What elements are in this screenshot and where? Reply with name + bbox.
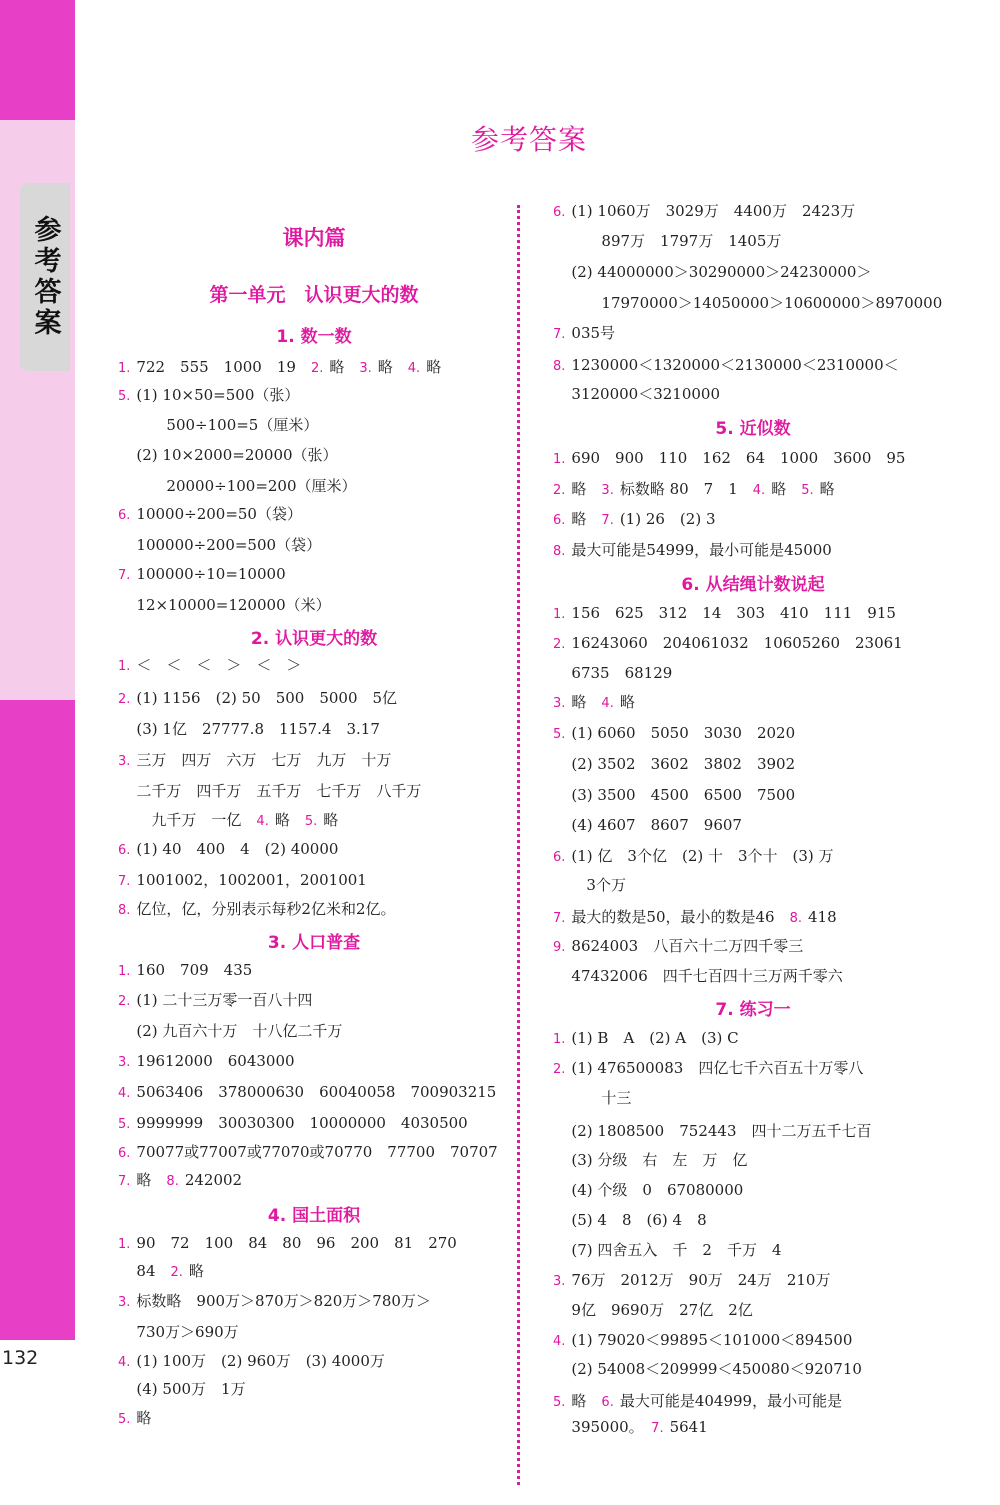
answer-text: 242002 <box>184 1171 243 1189</box>
answer-text: (1) B A (2) A (3) C <box>571 1029 739 1047</box>
question-number: 8. <box>166 1174 179 1189</box>
answer-text: (4) 500万 1万 <box>136 1380 246 1398</box>
answer-text: (1) 100万 (2) 960万 (3) 4000万 <box>136 1352 385 1370</box>
answer-row <box>118 1261 204 1283</box>
answer-text: 76万 2012万 90万 24万 210万 <box>571 1271 831 1289</box>
answer-text: (2) 1808500 752443 四十二万五千七百 <box>571 1122 872 1140</box>
question-number: 6. <box>118 1146 131 1161</box>
answer-row <box>118 1233 457 1255</box>
answer-text: 6735 68129 <box>571 664 673 682</box>
question-number: 6. <box>553 205 566 220</box>
question-number: 4. <box>118 1086 131 1101</box>
page-number: 132 <box>2 1347 39 1369</box>
answer-row <box>553 448 905 470</box>
section-title: 2. 认识更大的数 <box>250 629 378 649</box>
question-number: 6. <box>118 843 131 858</box>
answer-row <box>553 201 855 223</box>
question-number: 4. <box>601 696 614 711</box>
question-number: 6. <box>118 508 131 523</box>
question-number: 1. <box>553 1032 566 1047</box>
answer-row <box>118 1291 431 1313</box>
unit-title: 第一单元 认识更大的数 <box>209 284 419 306</box>
answer-text: 418 <box>808 908 837 926</box>
answer-text: 16243060 204061032 10605260 23061 <box>571 634 903 652</box>
question-number: 3. <box>601 483 614 498</box>
answer-text: 略 <box>619 693 635 711</box>
answer-text: 略 <box>377 358 408 376</box>
question-number: 2. <box>553 1062 566 1077</box>
question-number: 1. <box>118 361 131 376</box>
answer-text: (3) 1亿 27777.8 1157.4 3.17 <box>136 720 380 738</box>
answer-row <box>553 384 720 406</box>
page-title: 参考答案 <box>471 123 588 156</box>
answer-row <box>118 839 338 861</box>
question-number: 7. <box>601 513 614 528</box>
answer-row <box>118 445 338 467</box>
answer-text: (1) 二十三万零一百八十四 <box>136 991 313 1009</box>
answer-text: 亿位，亿，分别表示每秒2亿米和2亿。 <box>136 900 396 918</box>
answer-text: (1) 26 (2) 3 <box>619 510 716 528</box>
answer-row <box>118 870 367 892</box>
answer-text: 730万＞690万 <box>136 1323 239 1341</box>
answer-text: (3) 3500 4500 6500 7500 <box>571 786 796 804</box>
answer-text: (1) 10×50=500（张） <box>136 386 300 404</box>
answer-row <box>118 781 421 803</box>
question-number: 8. <box>118 903 131 918</box>
section-title: 1. 数一数 <box>276 327 352 347</box>
answer-text: 略 <box>136 1171 167 1189</box>
answer-text: (1) 40 400 4 (2) 40000 <box>136 840 339 858</box>
question-number: 8. <box>789 911 802 926</box>
question-number: 2. <box>553 483 566 498</box>
answer-row <box>553 1180 743 1202</box>
answer-row <box>118 504 302 526</box>
answer-row <box>553 1359 862 1381</box>
answer-row <box>553 936 803 958</box>
question-number: 2. <box>170 1265 183 1280</box>
answer-row <box>118 719 380 741</box>
answer-text: (2) 3502 3602 3802 3902 <box>571 755 796 773</box>
column-divider <box>517 205 520 1485</box>
answer-row <box>118 1113 468 1135</box>
answer-text: (3) 分级 右 左 万 亿 <box>571 1151 748 1169</box>
question-number: 7. <box>118 874 131 889</box>
answer-row <box>553 262 871 284</box>
question-number: 5. <box>304 814 318 829</box>
section-title: 3. 人口普查 <box>267 933 361 953</box>
answer-text: (2) 54008＜209999＜450080＜920710 <box>571 1360 862 1378</box>
answer-text: 十三 <box>571 1089 632 1107</box>
answer-text: 1001002，1002001，2001001 <box>136 871 367 889</box>
question-number: 3. <box>553 696 566 711</box>
answer-row <box>118 1351 385 1373</box>
answer-row <box>553 875 626 897</box>
answer-row <box>118 1322 239 1344</box>
answer-text: (4) 4607 8607 9607 <box>571 816 742 834</box>
answer-text: 略 <box>323 811 339 829</box>
answer-row <box>118 960 252 982</box>
answer-text: 500÷100=5（厘米） <box>136 416 319 434</box>
answer-text: 略 <box>771 480 802 498</box>
question-number: 8. <box>553 359 566 374</box>
answer-text: 略 <box>426 358 442 376</box>
answer-text: 90 72 100 84 80 96 200 81 270 <box>136 1234 457 1252</box>
side-tab-label: 参考答案 <box>29 215 61 339</box>
answer-text: 70077或77007或77070或70770 77700 70707 <box>136 1143 498 1161</box>
question-number: 9. <box>553 940 566 955</box>
answer-text: 最大可能是54999，最小可能是45000 <box>571 541 832 559</box>
question-number: 2. <box>553 637 566 652</box>
answer-row <box>553 966 843 988</box>
question-number: 2. <box>310 361 324 376</box>
answer-row <box>118 1170 242 1192</box>
answer-text: 1230000＜1320000＜2130000＜2310000＜ <box>571 356 899 374</box>
answer-row <box>553 509 716 531</box>
answer-row <box>553 540 832 562</box>
question-number: 7. <box>118 568 131 583</box>
answer-text: 395000。 <box>571 1418 652 1436</box>
answer-text: ＜ ＜ ＜ ＞ ＜ ＞ <box>136 656 302 674</box>
answer-text: 略 <box>188 1262 204 1280</box>
answer-text: 160 709 435 <box>136 961 253 979</box>
answer-row <box>118 1408 151 1430</box>
question-number: 1. <box>553 452 566 467</box>
question-number: 7. <box>553 327 566 342</box>
question-number: 6. <box>553 850 566 865</box>
answer-text: 47432006 四千七百四十三万两千零六 <box>571 967 843 985</box>
question-number: 1. <box>118 964 131 979</box>
answer-row <box>118 810 338 832</box>
question-number: 3. <box>553 1274 566 1289</box>
question-number: 2. <box>118 692 131 707</box>
answer-row <box>553 293 942 315</box>
question-number: 1. <box>118 659 131 674</box>
answer-row <box>553 1391 842 1413</box>
question-number: 4. <box>118 1355 131 1370</box>
answer-text: 略 <box>571 510 602 528</box>
answer-text: 最大的数是50，最小的数是46 <box>571 908 790 926</box>
side-band-top <box>0 0 75 120</box>
question-number: 5. <box>118 1412 131 1427</box>
answer-row <box>553 1028 739 1050</box>
answer-row <box>553 323 615 345</box>
answer-row <box>118 1051 295 1073</box>
side-tab <box>20 183 70 371</box>
answer-row <box>118 1021 342 1043</box>
answer-text: 9999999 30030300 10000000 4030500 <box>136 1114 468 1132</box>
answer-row <box>118 1082 496 1104</box>
answer-row <box>553 815 742 837</box>
answer-text: 三万 四万 六万 七万 九万 十万 <box>136 751 392 769</box>
answer-text: 100000÷10=10000 <box>136 565 286 583</box>
answer-text: 3120000＜3210000 <box>571 385 721 403</box>
answer-text: 690 900 110 162 64 1000 3600 95 <box>571 449 906 467</box>
question-number: 6. <box>601 1395 614 1410</box>
answer-row <box>553 1121 872 1143</box>
question-number: 2. <box>118 994 131 1009</box>
answer-text: 略 <box>136 1409 152 1427</box>
answer-text: 标数略 80 7 1 <box>619 480 753 498</box>
answer-text: 035号 <box>571 324 616 342</box>
answer-row <box>553 1270 830 1292</box>
question-number: 5. <box>118 389 131 404</box>
question-number: 7. <box>553 911 566 926</box>
answer-row <box>553 231 781 253</box>
answer-row <box>553 1210 707 1232</box>
answer-row <box>118 564 286 586</box>
question-number: 3. <box>118 1295 131 1310</box>
answer-row <box>118 750 391 772</box>
answer-row <box>118 1142 498 1164</box>
question-number: 8. <box>553 544 566 559</box>
answer-text: 84 <box>136 1262 171 1280</box>
answer-row <box>118 476 357 498</box>
answer-text: 5641 <box>669 1418 708 1436</box>
answer-text: 略 <box>274 811 305 829</box>
answer-row <box>118 688 397 710</box>
answer-text: 略 <box>819 480 835 498</box>
answer-row <box>553 1300 753 1322</box>
section-title: 4. 国土面积 <box>267 1206 361 1226</box>
answer-text: 20000÷100=200（厘米） <box>136 477 357 495</box>
answer-text: 略 <box>329 358 360 376</box>
answer-row <box>553 1088 631 1110</box>
answer-row <box>553 1058 863 1080</box>
answer-text: (4) 个级 0 67080000 <box>571 1181 744 1199</box>
answer-row <box>553 754 795 776</box>
answer-text: 略 <box>571 1392 602 1410</box>
answer-text: 156 625 312 14 303 410 111 915 <box>571 604 896 622</box>
answer-text: 17970000＞14050000＞10600000＞8970000 <box>571 294 943 312</box>
answer-row <box>553 785 795 807</box>
answer-row <box>118 990 312 1012</box>
question-number: 1. <box>553 607 566 622</box>
answer-text: 二千万 四千万 五千万 七千万 八千万 <box>136 782 422 800</box>
question-number: 5. <box>553 1395 566 1410</box>
answer-text: 九千万 一亿 <box>136 811 257 829</box>
answer-text: 10000÷200=50（袋） <box>136 505 302 523</box>
question-number: 1. <box>118 1237 131 1252</box>
answer-text: 略 <box>571 693 602 711</box>
section-title: 5. 近似数 <box>715 419 791 439</box>
answer-text: (5) 4 8 (6) 4 8 <box>571 1211 707 1229</box>
answer-text: 3个万 <box>571 876 626 894</box>
answer-row <box>118 1379 246 1401</box>
answer-row <box>553 1330 852 1352</box>
answer-row <box>553 479 835 501</box>
question-number: 3. <box>118 754 131 769</box>
answer-text: 最大可能是404999，最小可能是 <box>619 1392 843 1410</box>
answer-row <box>553 355 899 377</box>
question-number: 6. <box>553 513 566 528</box>
answer-row <box>553 1150 747 1172</box>
answer-text: 标数略 900万＞870万＞820万＞780万＞ <box>136 1292 431 1310</box>
answer-text: (1) 1060万 3029万 4400万 2423万 <box>571 202 856 220</box>
question-number: 5. <box>553 727 566 742</box>
answer-row <box>118 899 396 921</box>
answer-row <box>553 603 896 625</box>
answer-row <box>553 633 903 655</box>
answer-text: (1) 476500083 四亿七千六百五十万零八 <box>571 1059 864 1077</box>
answer-text: 897万 1797万 1405万 <box>571 232 782 250</box>
question-number: 5. <box>801 483 814 498</box>
answer-row <box>118 357 441 379</box>
answer-text: 8624003 八百六十二万四千零三 <box>571 937 804 955</box>
question-number: 4. <box>752 483 766 498</box>
question-number: 3. <box>359 361 372 376</box>
question-number: 3. <box>118 1055 131 1070</box>
answer-text: (1) 1156 (2) 50 500 5000 5亿 <box>136 689 398 707</box>
answer-text: (2) 10×2000=20000（张） <box>136 446 338 464</box>
answer-row <box>118 415 318 437</box>
answer-text: 19612000 6043000 <box>136 1052 295 1070</box>
answer-text: 9亿 9690万 27亿 2亿 <box>571 1301 753 1319</box>
question-number: 4. <box>256 814 269 829</box>
answer-text: (2) 九百六十万 十八亿二千万 <box>136 1022 343 1040</box>
section-title: 6. 从结绳计数说起 <box>681 575 825 595</box>
question-number: 4. <box>553 1334 566 1349</box>
answer-row <box>553 663 672 685</box>
answer-text: 100000÷200=500（袋） <box>136 536 322 554</box>
answer-text: 722 555 1000 19 <box>136 358 311 376</box>
answer-row <box>553 1240 782 1262</box>
answer-row <box>118 535 321 557</box>
answer-row <box>118 595 331 617</box>
part-title: 课内篇 <box>282 226 346 250</box>
answer-text: 12×10000=120000（米） <box>136 596 331 614</box>
answer-row <box>553 723 795 745</box>
question-number: 7. <box>118 1174 131 1189</box>
answer-row <box>118 655 301 677</box>
answer-row <box>118 385 299 407</box>
answer-text: (7) 四舍五入 千 2 千万 4 <box>571 1241 782 1259</box>
section-title: 7. 练习一 <box>715 1000 791 1020</box>
answer-row <box>553 907 837 929</box>
answer-text: 略 <box>571 480 602 498</box>
answer-row <box>553 1417 708 1439</box>
answer-text: 5063406 378000630 60040058 700903215 <box>136 1083 497 1101</box>
question-number: 4. <box>407 361 421 376</box>
answer-text: (2) 44000000＞30290000＞24230000＞ <box>571 263 872 281</box>
answer-text: (1) 亿 3个亿 (2) 十 3个十 (3) 万 <box>571 847 834 865</box>
side-band-bottom <box>0 700 75 1340</box>
answer-row <box>553 692 635 714</box>
answer-text: (1) 6060 5050 3030 2020 <box>571 724 796 742</box>
answer-row <box>553 846 834 868</box>
question-number: 5. <box>118 1117 131 1132</box>
question-number: 7. <box>651 1421 664 1436</box>
answer-text: (1) 79020＜99895＜101000＜894500 <box>571 1331 853 1349</box>
